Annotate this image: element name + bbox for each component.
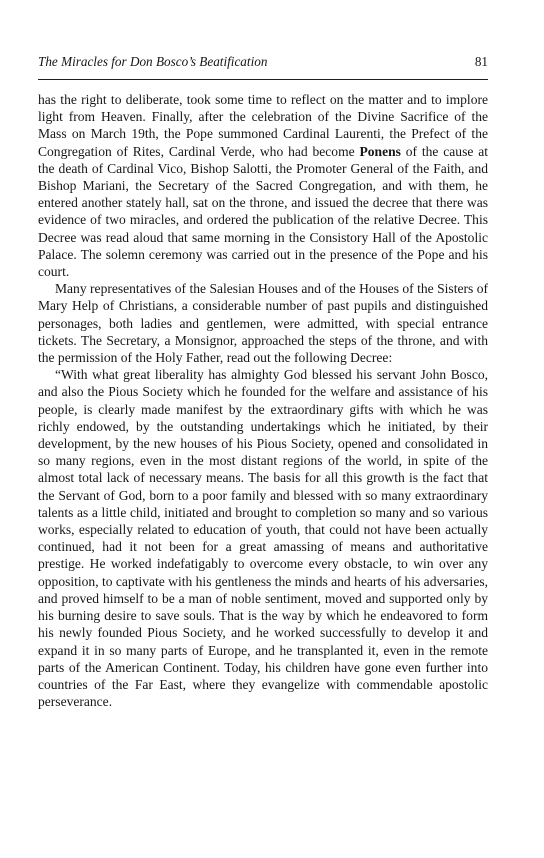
running-header (38, 54, 488, 72)
header-rule (38, 79, 488, 80)
paragraph-representatives: Many representatives of the Salesian Houses and of the Houses of the Sisters of Mary Help of Christians, a considerable number of past pupils and distinguished personages, both ladies and gentlemen, were admitted, with special entrance tickets. The Secretary, a Monsignor, approached the steps of the throne, and with the permission of the Holy Father, read out the following Decree: (38, 281, 488, 366)
paragraph-text-after-bold: of the cause at the death of Cardinal Vico, Bishop Salotti, the Promoter General of the Faith, and Bishop Mariani, the Secretary of the Sacred Congregation, and with them, he entered another stately hall, sat on the throne, and issued the decree that there was evidence of two miracles, and ordered the publication of the relative Decree. This Decree was read aloud that same morning in the Consistory Hall of the Apostolic Palace. The solemn ceremony was carried out in the presence of the Pope and his court. (38, 143, 488, 280)
paragraph-text-before-bold: has the right to deliberate, took some time to reflect on the matter and to implore light from Heaven. Finally, after the celebration of the Divine Sacrifice of the Mass on March 19th, the Pope summoned Cardinal Laurenti, the Prefect of the Congregation of Rites, Cardinal Verde, who had become (38, 92, 488, 159)
page-number: 81 (474, 54, 488, 69)
paragraph-decree-context (38, 91, 488, 280)
body-text (38, 91, 488, 710)
paragraph-decree-quotation: “With what great liberality has almighty God blessed his servant John Bosco, and also the Pious Society which he founded for the welfare and assistance of his people, is clearly made manifest by the extraordinary gifts with which he was richly endowed, by the outstanding undertakings which he initiated, by their development, by the new houses of his Pious Society, opened and consolidated in so many regions, even in the most distant regions of the world, in spite of the almost total lack of necessary means. The basis for all this growth is the fact that the Servant of God, born to a poor family and blessed with so many extraordinary talents as a little child, initiated and brought to completion so many and so various works, especially related to education of youth, that could not have been actually continued, had it not been for a great amassing of means and authoritative prestige. He worked indefatigably to overcome every obstacle, to win over any opposition, to captivate with his gentleness the minds and hearts of his adversaries, and proved himself to be a man of noble sentiment, moved and supported only by his burning desire to save souls. That is the way by which he endeavored to form his newly founded Pious Society, and he worked successfully to develop it and expand it in so many parts of Europe, and he transplanted it, even in the remote parts of the American Continent. Today, his children have gone even further into countries of the Far East, where they evangelize with commendable apostolic perseverance. (38, 367, 488, 710)
running-title: The Miracles for Don Bosco’s Beatification (38, 54, 268, 69)
bold-term-ponens: Ponens (359, 143, 401, 159)
